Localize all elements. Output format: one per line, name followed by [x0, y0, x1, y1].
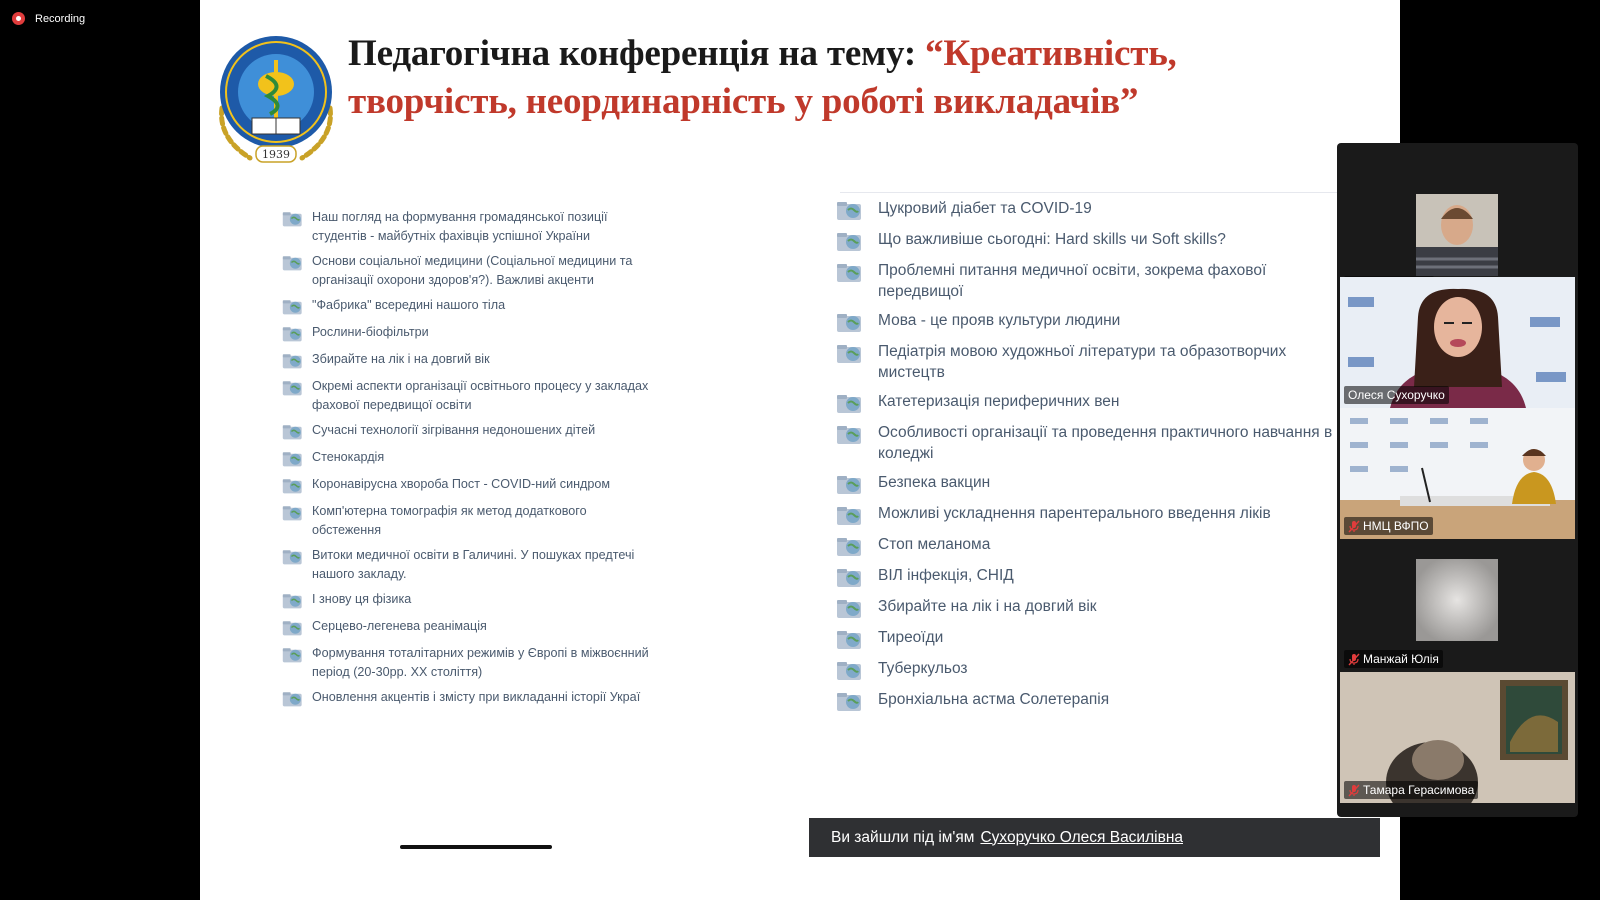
globe-folder-icon	[282, 618, 304, 637]
topic-text: Проблемні питання медичної освіти, зокрема фахової передвищої	[878, 262, 1267, 300]
globe-folder-icon	[836, 597, 864, 619]
topic-item	[836, 627, 1336, 650]
topic-text: Витоки медичної освіти в Галичині. У пошуках предтечі нашого закладу.	[312, 548, 635, 581]
participant-name: НМЦ ВФПО	[1363, 519, 1429, 533]
participant-tile[interactable]	[1340, 277, 1575, 408]
topic-item	[836, 310, 1336, 333]
topic-item	[282, 590, 652, 610]
topic-item	[836, 422, 1336, 464]
globe-folder-icon	[282, 422, 304, 441]
topic-text: Наш погляд на формування громадянської позиції студентів - майбутніх фахівців успішної України	[312, 210, 608, 243]
topic-item	[282, 296, 652, 316]
topic-text: ВІЛ інфекція, СНІД	[878, 567, 1014, 584]
topic-item	[282, 475, 652, 495]
topic-text: Катетеризація периферичних вен	[878, 393, 1120, 410]
recording-label: Recording	[35, 12, 86, 25]
topic-text: Бронхіальна астма Солетерапія	[878, 691, 1110, 708]
topic-text: Що важливіше сьогодні: Hard skills чи Soft skills?	[878, 231, 1226, 248]
topic-text: Тиреоїди	[878, 629, 944, 646]
title-main: Педагогічна конференція на тему:	[348, 33, 926, 74]
globe-folder-icon	[836, 392, 864, 414]
topic-item	[836, 689, 1336, 712]
topic-item	[282, 377, 652, 414]
login-user-link[interactable]: Сухоручко Олеся Василівна	[980, 828, 1183, 846]
scroll-indicator[interactable]	[400, 845, 552, 849]
participant-name: Олеся Сухоручко	[1348, 388, 1445, 402]
topic-item	[282, 644, 652, 681]
globe-folder-icon	[282, 297, 304, 316]
participant-label	[1344, 781, 1478, 799]
globe-folder-icon	[836, 628, 864, 650]
login-prefix: Ви зайшли під ім'ям	[831, 828, 975, 846]
topic-item	[836, 260, 1336, 302]
topic-text: Туберкульоз	[878, 660, 968, 677]
participant-tile[interactable]	[1340, 541, 1575, 672]
topic-text: Мова - це прояв культури людини	[878, 312, 1121, 329]
globe-folder-icon	[282, 503, 304, 522]
title-accent-line2: творчість, неординарність у роботі викладачів”	[348, 81, 1139, 122]
globe-folder-icon	[836, 311, 864, 333]
globe-folder-icon	[836, 342, 864, 364]
globe-folder-icon	[836, 535, 864, 557]
globe-folder-icon	[282, 476, 304, 495]
topic-text: Педіатрія мовою художньої літератури та образотворчих мистецтв	[878, 343, 1287, 381]
topic-item	[836, 198, 1336, 221]
topic-item	[282, 617, 652, 637]
topic-text: Коронавірусна хвороба Пост - COVID-ний синдром	[312, 477, 611, 491]
topic-item	[836, 596, 1336, 619]
topic-text: Цукровий діабет та COVID-19	[878, 200, 1092, 217]
topic-text: Стенокардія	[312, 450, 385, 464]
topic-text: Безпека вакцин	[878, 474, 991, 491]
recording-icon	[12, 12, 25, 25]
shared-slide	[200, 0, 1400, 900]
topic-item	[282, 350, 652, 370]
globe-folder-icon	[282, 378, 304, 397]
globe-folder-icon	[282, 209, 304, 228]
topic-text: Можливі ускладнення парентерального введення ліків	[878, 505, 1271, 522]
topic-item	[836, 658, 1336, 681]
topic-text: Збирайте на лік і на довгий вік	[312, 352, 490, 366]
topic-item	[282, 448, 652, 468]
globe-folder-icon	[282, 547, 304, 566]
topic-item	[836, 503, 1336, 526]
left-topic-list	[282, 208, 652, 715]
topic-text: Рослини-біофільтри	[312, 325, 429, 339]
globe-folder-icon	[282, 689, 304, 708]
globe-folder-icon	[282, 591, 304, 610]
globe-folder-icon	[282, 645, 304, 664]
topic-item	[282, 323, 652, 343]
topic-item	[282, 688, 652, 708]
topic-text: Збирайте на лік і на довгий вік	[878, 598, 1097, 615]
logo-year: 1939	[262, 148, 290, 161]
globe-folder-icon	[836, 566, 864, 588]
participants-panel	[1337, 143, 1578, 817]
title-accent-line1: “Креативність,	[925, 33, 1177, 74]
mic-muted-icon	[1348, 784, 1360, 797]
globe-folder-icon	[282, 324, 304, 343]
globe-folder-icon	[836, 230, 864, 252]
topic-item	[282, 421, 652, 441]
topic-text: Комп'ютерна томографія як метод додаткового обстеження	[312, 504, 587, 537]
globe-folder-icon	[282, 449, 304, 468]
topic-item	[836, 472, 1336, 495]
globe-folder-icon	[836, 504, 864, 526]
globe-folder-icon	[836, 473, 864, 495]
globe-folder-icon	[282, 351, 304, 370]
topic-text: Формування тоталітарних режимів у Європі в міжвоєнний період (20-30рр. XX століття)	[312, 646, 649, 679]
login-banner	[809, 818, 1380, 857]
topic-text: Сучасні технології зігрівання недоношених дітей	[312, 423, 596, 437]
globe-folder-icon	[836, 659, 864, 681]
globe-folder-icon	[836, 261, 864, 283]
topic-item	[836, 534, 1336, 557]
participant-tile[interactable]	[1340, 672, 1575, 803]
topic-text: Стоп меланома	[878, 536, 991, 553]
participant-name: Манжай Юлія	[1363, 652, 1439, 666]
topic-text: Окремі аспекти організації освітнього процесу у закладах фахової передвищої освіти	[312, 379, 649, 412]
divider	[840, 192, 1340, 193]
topic-text: Особливості організації та проведення практичного навчання в коледжі	[878, 424, 1333, 462]
participant-tile[interactable]	[1340, 408, 1575, 539]
globe-folder-icon	[836, 690, 864, 712]
participant-name: Тамара Герасимова	[1363, 783, 1475, 797]
mic-muted-icon	[1348, 520, 1360, 533]
topic-item	[836, 341, 1336, 383]
participant-label	[1344, 386, 1449, 404]
topic-text: Основи соціальної медицини (Соціальної медицини та організації охорони здоров'я?). Важливі акценти	[312, 254, 633, 287]
globe-folder-icon	[836, 199, 864, 221]
topic-text: Серцево-легенева реанімація	[312, 619, 487, 633]
topic-item	[282, 252, 652, 289]
slide-title	[348, 30, 1248, 126]
globe-folder-icon	[282, 253, 304, 272]
globe-folder-icon	[836, 423, 864, 445]
topic-item	[282, 502, 652, 539]
right-topic-list	[836, 198, 1336, 720]
topic-item	[282, 208, 652, 245]
topic-text: "Фабрика" всередині нашого тіла	[312, 298, 506, 312]
college-emblem-icon	[210, 30, 342, 164]
topic-item	[836, 229, 1336, 252]
topic-text: І знову ця фізика	[312, 592, 412, 606]
recording-indicator	[12, 12, 85, 25]
topic-item	[836, 565, 1336, 588]
participant-label	[1344, 650, 1443, 668]
mic-muted-icon	[1348, 653, 1360, 666]
topic-item	[282, 546, 652, 583]
participant-label	[1344, 517, 1433, 535]
topic-item	[836, 391, 1336, 414]
topic-text: Оновлення акцентів і змісту при викладанні історії Украї	[312, 690, 641, 704]
